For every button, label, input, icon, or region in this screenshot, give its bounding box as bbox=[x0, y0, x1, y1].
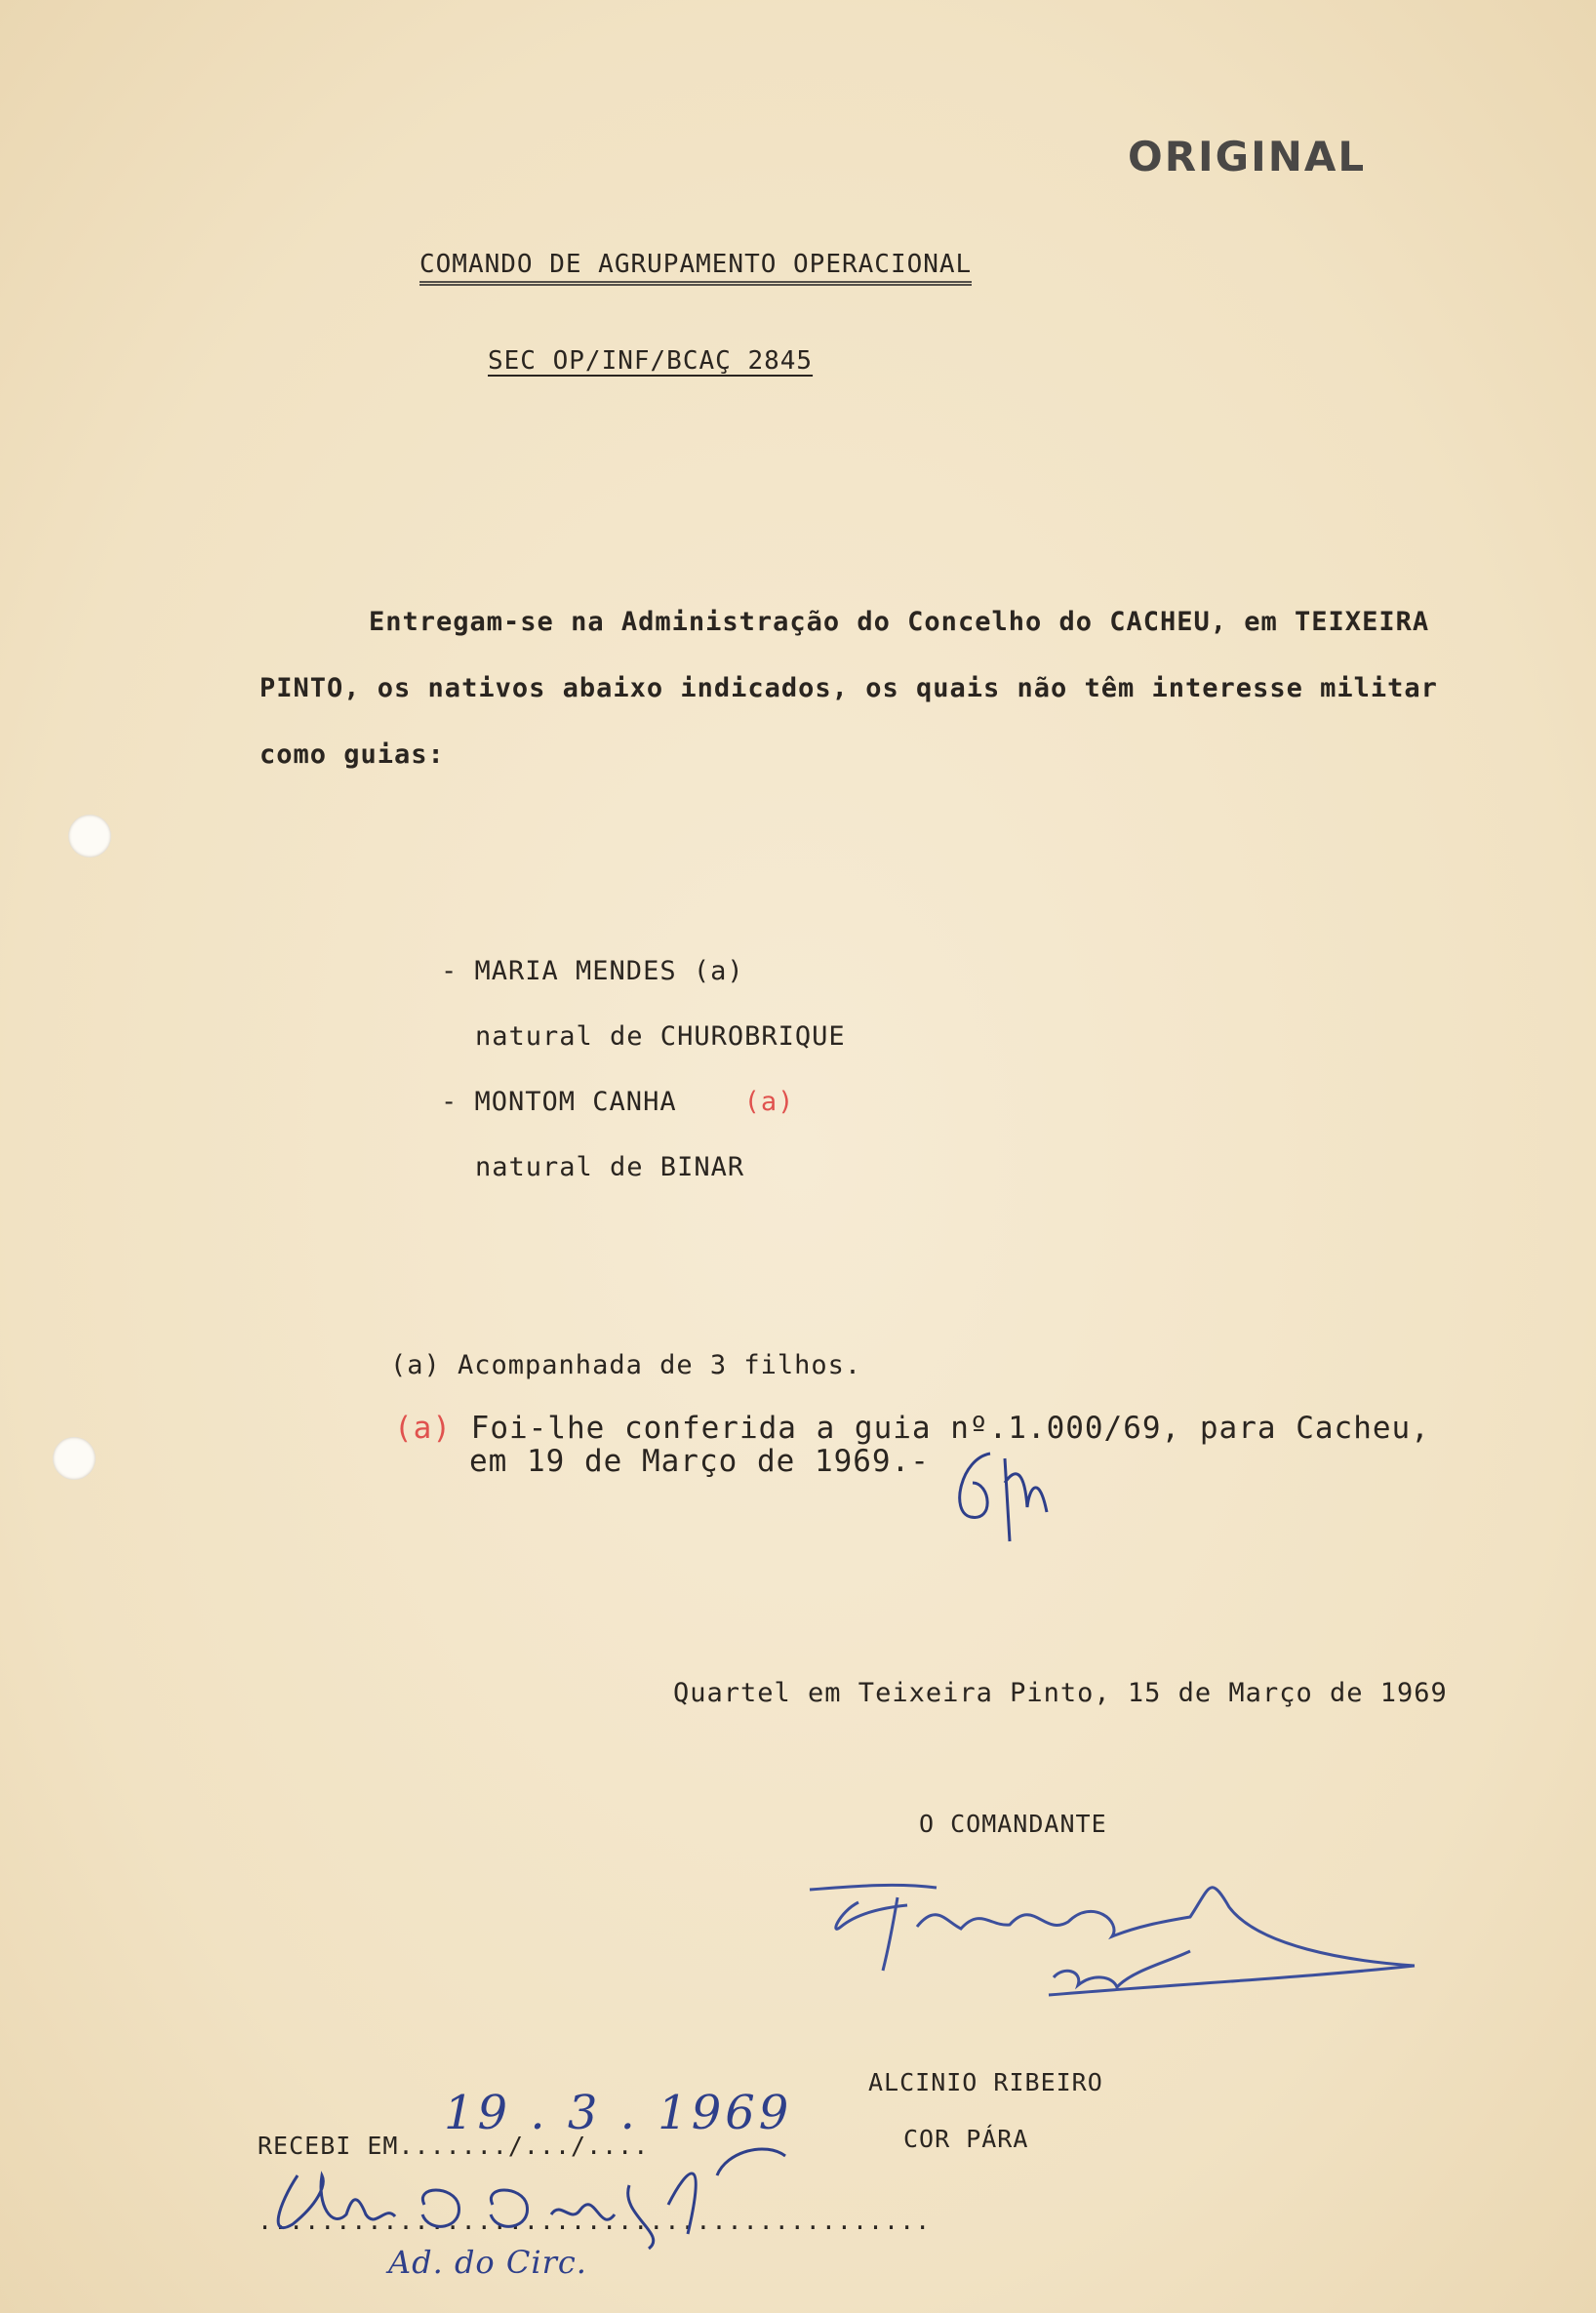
punch-hole bbox=[53, 1437, 96, 1480]
note-2-text: Foi-lhe conferida a guia nº.1.000/69, para Cacheu, bbox=[452, 1411, 1430, 1446]
signatory-rank: COR PÁRA bbox=[903, 2125, 1029, 2153]
signatory-title: O COMANDANTE bbox=[919, 1810, 1107, 1838]
body-line-1: Entregam-se na Administração do Concelho do CACHEU, em TEIXEIRA bbox=[369, 607, 1430, 637]
receipt-dots: ........................................... bbox=[258, 2207, 932, 2235]
place-date: Quartel em Teixeira Pinto, 15 de Março de 1969 bbox=[673, 1678, 1448, 1708]
receipt-role-handwritten: Ad. do Circ. bbox=[388, 2244, 587, 2281]
person-2-mark: (a) bbox=[743, 1087, 795, 1117]
note-2-line-1 bbox=[394, 1411, 1430, 1446]
receipt-date-handwritten: 19 . 3 . 1969 bbox=[444, 2086, 793, 2140]
receipt-signature bbox=[259, 2146, 805, 2253]
note-1: (a) Acompanhada de 3 filhos. bbox=[390, 1350, 862, 1380]
initials-mark bbox=[951, 1429, 1088, 1551]
person-1-origin: natural de CHUROBRIQUE bbox=[475, 1021, 846, 1052]
person-2-name-text: - MONTOM CANHA bbox=[441, 1087, 744, 1117]
body-line-2: PINTO, os nativos abaixo indicados, os quais não têm interesse militar bbox=[259, 673, 1438, 703]
section-heading: SEC OP/INF/BCAÇ 2845 bbox=[488, 346, 814, 376]
commander-signature bbox=[800, 1868, 1424, 2029]
person-2-name bbox=[441, 1087, 794, 1117]
person-1-name: - MARIA MENDES (a) bbox=[441, 956, 744, 986]
receipt-label: RECEBI EM......./.../.... bbox=[258, 2132, 650, 2160]
signatory-name: ALCINIO RIBEIRO bbox=[868, 2068, 1103, 2096]
note-2-mark: (a) bbox=[394, 1411, 452, 1446]
punch-hole bbox=[68, 815, 111, 857]
person-2-origin: natural de BINAR bbox=[475, 1152, 745, 1182]
original-stamp: ORIGINAL bbox=[1128, 133, 1367, 180]
body-line-3: como guias: bbox=[259, 739, 445, 770]
unit-heading: COMANDO DE AGRUPAMENTO OPERACIONAL bbox=[419, 250, 972, 286]
note-2-line-2: em 19 de Março de 1969.- bbox=[469, 1444, 930, 1479]
